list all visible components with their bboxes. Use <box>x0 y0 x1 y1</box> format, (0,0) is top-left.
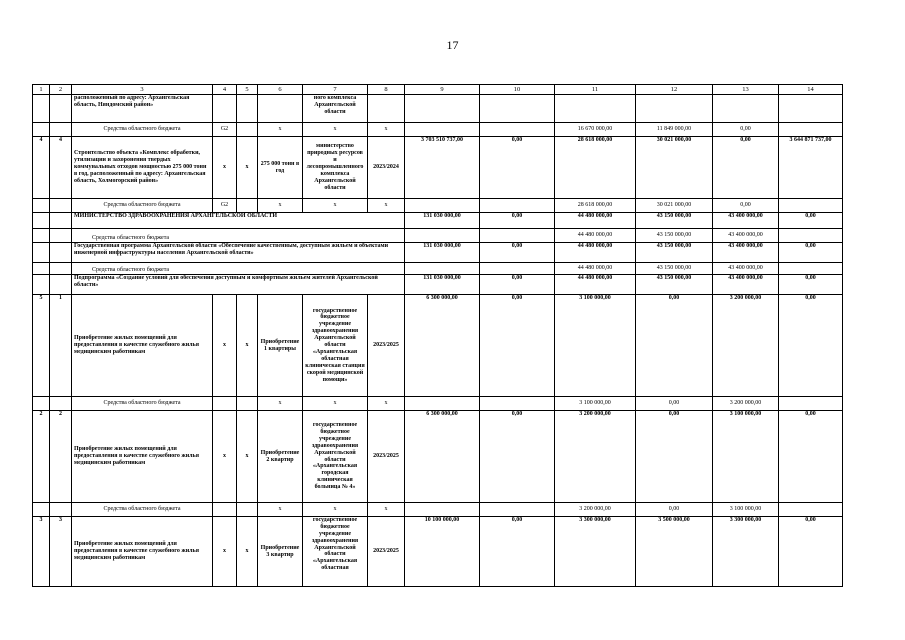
cell: х <box>237 137 258 199</box>
amount-cell: 43 150 000,00 <box>636 275 713 295</box>
cell: х <box>303 397 368 411</box>
amount-cell: 43 150 000,00 <box>636 263 713 275</box>
cell: х <box>368 123 405 137</box>
amount-cell: 0,00 <box>713 123 779 137</box>
cell: х <box>368 503 405 517</box>
amount-cell: 44 480 000,00 <box>555 275 636 295</box>
funding-source-label: Средства областного бюджета <box>72 199 213 213</box>
amount-cell: 0,00 <box>480 295 555 397</box>
funding-source-label: Средства областного бюджета <box>72 263 405 275</box>
table-row <box>33 397 843 411</box>
cell: х <box>368 397 405 411</box>
amount-cell: 131 030 000,00 <box>405 213 480 229</box>
cell: х <box>213 137 237 199</box>
header-cell: 2 <box>50 85 72 95</box>
page-number: 17 <box>446 38 459 52</box>
amount-cell: 3 500 000,00 <box>636 517 713 587</box>
amount-cell: 3 100 000,00 <box>713 411 779 503</box>
table-row <box>33 411 843 503</box>
executor-cell: государственное бюджетное учреждение здравоохранения Архангельской области «Архангельская городская клиническая больница № 4» <box>303 411 368 503</box>
table-row <box>33 95 843 123</box>
amount-cell: 44 480 000,00 <box>555 229 636 243</box>
amount-cell: 44 480 000,00 <box>555 263 636 275</box>
amount-cell: 0,00 <box>480 275 555 295</box>
cell: х <box>213 411 237 503</box>
code-cell: G2 <box>213 199 237 213</box>
table-row <box>33 243 843 263</box>
amount-cell: 3 703 510 737,00 <box>405 137 480 199</box>
amount-cell: 3 200 000,00 <box>555 411 636 503</box>
cell: х <box>258 199 303 213</box>
row-number: 4 <box>50 137 72 199</box>
amount-cell: 11 849 000,00 <box>636 123 713 137</box>
item-description: Приобретение жилых помещений для предоставления в качестве служебного жилья медицинским работникам <box>72 411 213 503</box>
amount-cell: 44 480 000,00 <box>555 243 636 263</box>
table-row <box>33 295 843 397</box>
period-cell: 2023/2025 <box>368 411 405 503</box>
amount-cell: 43 400 000,00 <box>713 213 779 229</box>
row-number: 2 <box>33 411 50 503</box>
cell: х <box>213 517 237 587</box>
header-cell: 13 <box>713 85 779 95</box>
amount-cell: 0,00 <box>713 199 779 213</box>
amount-cell: 3 100 000,00 <box>713 503 779 517</box>
capacity-cell: Приобретение 2 квартир <box>258 411 303 503</box>
row-number: 1 <box>50 295 72 397</box>
amount-cell: 3 100 000,00 <box>555 397 636 411</box>
cell: х <box>237 295 258 397</box>
amount-cell: 3 200 000,00 <box>713 397 779 411</box>
amount-cell: 43 400 000,00 <box>713 263 779 275</box>
amount-cell: 28 618 000,00 <box>555 199 636 213</box>
amount-cell: 0,00 <box>480 517 555 587</box>
executor-cell: государственное бюджетное учреждение здравоохранения Архангельской области «Архангельская областная клиническая станция скорой медицинской помощи» <box>303 295 368 397</box>
amount-cell: 44 480 000,00 <box>555 213 636 229</box>
amount-cell: 3 300 000,00 <box>555 517 636 587</box>
amount-cell: 3 300 000,00 <box>713 517 779 587</box>
table-row <box>33 503 843 517</box>
cell: х <box>303 199 368 213</box>
cell: х <box>258 397 303 411</box>
table-row <box>33 263 843 275</box>
amount-cell: 43 150 000,00 <box>636 243 713 263</box>
amount-cell: 3 100 000,00 <box>555 295 636 397</box>
amount-cell: 3 200 000,00 <box>555 503 636 517</box>
item-description: Приобретение жилых помещений для предоставления в качестве служебного жилья медицинским работникам <box>72 295 213 397</box>
header-cell: 9 <box>405 85 480 95</box>
cell: х <box>303 123 368 137</box>
amount-cell: 0,00 <box>779 213 843 229</box>
header-cell: 7 <box>303 85 368 95</box>
amount-cell: 131 030 000,00 <box>405 275 480 295</box>
header-cell: 12 <box>636 85 713 95</box>
amount-cell: 0,00 <box>779 243 843 263</box>
funding-source-label: Средства областного бюджета <box>72 229 405 243</box>
amount-cell: 43 150 000,00 <box>636 229 713 243</box>
header-cell: 3 <box>72 85 213 95</box>
amount-cell: 0,00 <box>779 275 843 295</box>
amount-cell: 0,00 <box>779 411 843 503</box>
funding-source-label: Средства областного бюджета <box>72 123 213 137</box>
row-number: 2 <box>50 411 72 503</box>
capacity-cell: 275 000 тонн в год <box>258 137 303 199</box>
amount-cell: 10 100 000,00 <box>405 517 480 587</box>
funding-source-label: Средства областного бюджета <box>72 503 213 517</box>
amount-cell: 0,00 <box>636 397 713 411</box>
amount-cell: 0,00 <box>636 295 713 397</box>
cell: х <box>303 503 368 517</box>
amount-cell: 0,00 <box>779 517 843 587</box>
header-cell: 10 <box>480 85 555 95</box>
cell: х <box>213 295 237 397</box>
table-row <box>33 229 843 243</box>
amount-cell: 16 670 000,00 <box>555 123 636 137</box>
amount-cell: 3 200 000,00 <box>713 295 779 397</box>
cell: х <box>258 503 303 517</box>
amount-cell: 6 300 000,00 <box>405 411 480 503</box>
header-cell: 4 <box>213 85 237 95</box>
cell: х <box>258 123 303 137</box>
row-number: 5 <box>33 295 50 397</box>
ministry-title: МИНИСТЕРСТВО ЗДРАВООХРАНЕНИЯ АРХАНГЕЛЬСКОЙ ОБЛАСТИ <box>72 213 405 229</box>
amount-cell: 131 030 000,00 <box>405 243 480 263</box>
table-row <box>33 213 843 229</box>
code-cell: G2 <box>213 123 237 137</box>
item-description: Приобретение жилых помещений для предоставления в качестве служебного жилья медицинским работникам <box>72 517 213 587</box>
amount-cell: 0,00 <box>779 295 843 397</box>
amount-cell: 0,00 <box>636 411 713 503</box>
row-number: 3 <box>33 517 50 587</box>
subprogram-title: Подпрограмма «Создание условий для обеспечения доступным и комфортным жильем жителей Архангельской области» <box>72 275 405 295</box>
header-cell: 5 <box>237 85 258 95</box>
table-row <box>33 275 843 295</box>
executor-cell: государственное бюджетное учреждение здравоохранения Архангельской области «Архангельская областная <box>303 517 368 587</box>
amount-cell: 30 021 000,00 <box>636 199 713 213</box>
amount-cell: 3 644 871 737,00 <box>779 137 843 199</box>
program-title: Государственная программа Архангельской области «Обеспечение качественным, доступным жильем и объектами инженерной инфраструктуры населения Архангельской области» <box>72 243 405 263</box>
header-cell: 1 <box>33 85 50 95</box>
amount-cell: 30 021 000,00 <box>636 137 713 199</box>
header-cell: 14 <box>779 85 843 95</box>
amount-cell: 43 400 000,00 <box>713 243 779 263</box>
period-cell: 2023/2024 <box>368 137 405 199</box>
row-number: 4 <box>33 137 50 199</box>
amount-cell: 43 400 000,00 <box>713 275 779 295</box>
header-row <box>33 85 843 95</box>
capacity-cell: Приобретение 3 квартир <box>258 517 303 587</box>
amount-cell: 28 618 000,00 <box>555 137 636 199</box>
cell: х <box>237 411 258 503</box>
amount-cell: 0,00 <box>480 213 555 229</box>
amount-cell: 0,00 <box>636 503 713 517</box>
item-description: Строительство объекта «Комплекс обработки, утилизации и захоронения твердых коммунальных отходов мощностью 275 000 тонн в год, расположенный по адресу: Архангельская область, Холмогорский район» <box>72 137 213 199</box>
table-row <box>33 123 843 137</box>
budget-table <box>32 84 843 587</box>
header-cell: 8 <box>368 85 405 95</box>
table-row <box>33 137 843 199</box>
amount-cell: 43 150 000,00 <box>636 213 713 229</box>
amount-cell: 0,00 <box>480 243 555 263</box>
amount-cell: 43 400 000,00 <box>713 229 779 243</box>
amount-cell: 0,00 <box>713 137 779 199</box>
amount-cell: 6 300 000,00 <box>405 295 480 397</box>
amount-cell: 0,00 <box>480 137 555 199</box>
period-cell: 2023/2025 <box>368 295 405 397</box>
table-row <box>33 199 843 213</box>
funding-source-label: Средства областного бюджета <box>72 397 213 411</box>
cell: х <box>368 199 405 213</box>
amount-cell: 0,00 <box>480 411 555 503</box>
row-number: 3 <box>50 517 72 587</box>
capacity-cell: Приобретение 1 квартиры <box>258 295 303 397</box>
executor-cell: ного комплекса Архангельской области <box>303 95 368 123</box>
item-description: расположенный по адресу: Архангельская область, Няндомский район» <box>72 95 213 123</box>
header-cell: 11 <box>555 85 636 95</box>
cell: х <box>237 517 258 587</box>
period-cell: 2023/2025 <box>368 517 405 587</box>
executor-cell: министерство природных ресурсов и лесопромышленного комплекса Архангельской области <box>303 137 368 199</box>
table-row <box>33 517 843 587</box>
header-cell: 6 <box>258 85 303 95</box>
